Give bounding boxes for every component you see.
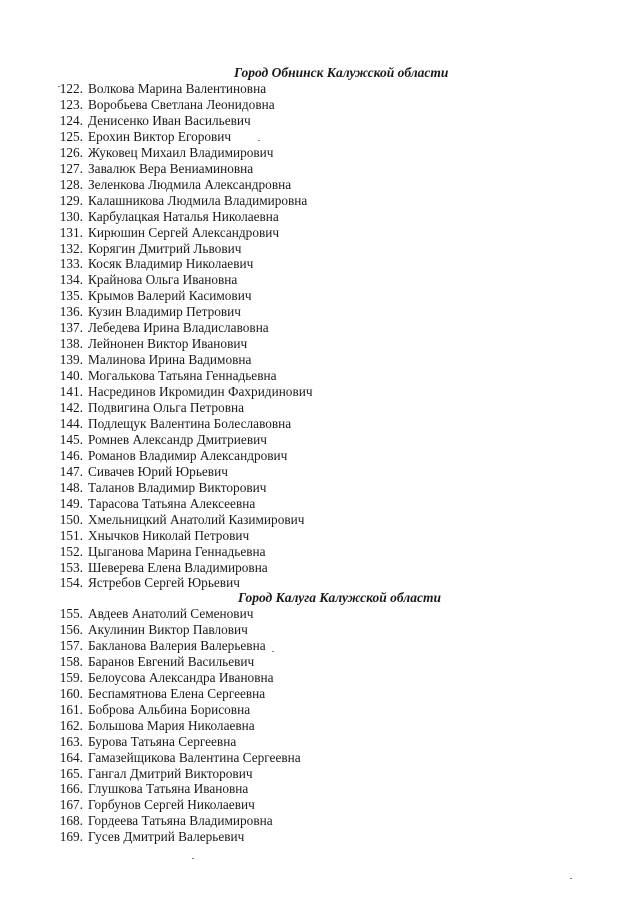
entry-name: Жуковец Михаил Владимирович <box>88 144 274 160</box>
list-item <box>0 638 266 654</box>
entry-number: 158. <box>59 653 83 669</box>
list-item <box>0 750 301 766</box>
list-item <box>0 416 291 432</box>
list-item <box>0 496 255 512</box>
entry-number: 165. <box>59 765 83 781</box>
entry-number: 133. <box>59 256 83 272</box>
list-item <box>0 829 244 845</box>
entry-name: Денисенко Иван Васильевич <box>88 112 251 128</box>
scan-speck <box>570 878 572 879</box>
entry-number: 146. <box>59 447 83 463</box>
list-item <box>0 193 307 209</box>
entry-name: Бурова Татьяна Сергеевна <box>88 733 237 749</box>
entry-number: 126. <box>59 144 83 160</box>
entry-number: 156. <box>59 621 83 637</box>
entry-number: 147. <box>59 463 83 479</box>
entry-number: 123. <box>59 96 83 112</box>
list-item <box>0 448 287 464</box>
list-item <box>0 384 313 400</box>
entry-name: Гордеева Татьяна Владимировна <box>88 813 273 829</box>
entry-number: 140. <box>59 368 83 384</box>
entry-name: Тарасова Татьяна Алексеевна <box>88 495 256 511</box>
entry-name: Косяк Владимир Николаевич <box>88 256 254 272</box>
entry-name: Баранов Евгений Васильевич <box>88 653 255 669</box>
list-item <box>0 177 291 193</box>
entry-number: 154. <box>59 575 83 591</box>
entry-name: Подлещук Валентина Болеславовна <box>88 415 292 431</box>
entry-name: Хмельницкий Анатолий Казимирович <box>88 511 305 527</box>
entry-number: 134. <box>59 272 83 288</box>
list-item <box>0 97 275 113</box>
list-item <box>0 512 304 528</box>
list-item <box>0 241 241 257</box>
entry-name: Лебедева Ирина Владиславовна <box>88 320 269 336</box>
list-item <box>0 161 253 177</box>
entry-name: Боброва Альбина Борисовна <box>88 701 251 717</box>
entry-number: 152. <box>59 543 83 559</box>
scan-speck <box>272 651 274 652</box>
scan-speck <box>58 86 60 87</box>
list-item <box>0 113 251 129</box>
entry-name: Бакланова Валерия Валерьевна <box>88 637 266 653</box>
entry-number: 128. <box>59 176 83 192</box>
entry-name: Карбулацкая Наталья Николаевна <box>88 208 279 224</box>
entry-number: 125. <box>59 128 83 144</box>
list-item <box>0 145 273 161</box>
entry-name: Горбунов Сергей Николаевич <box>88 797 255 813</box>
entry-name: Шеверева Елена Владимировна <box>88 559 268 575</box>
entry-number: 157. <box>59 637 83 653</box>
list-item <box>0 464 228 480</box>
list-item <box>0 670 274 686</box>
list-item <box>0 575 240 591</box>
entry-number: 164. <box>59 749 83 765</box>
entry-number: 150. <box>59 511 83 527</box>
entry-name: Ерохин Виктор Егорович <box>88 128 232 144</box>
entry-name: Глушкова Татьяна Ивановна <box>88 781 249 797</box>
entry-number: 162. <box>59 717 83 733</box>
section-title-obninsk: Город Обнинск Калужской области <box>234 65 449 80</box>
entry-number: 163. <box>59 733 83 749</box>
entry-number: 166. <box>59 781 83 797</box>
entry-number: 139. <box>59 352 83 368</box>
entry-name: Волкова Марина Валентиновна <box>88 81 267 96</box>
entry-number: 142. <box>59 400 83 415</box>
list-item <box>0 544 266 560</box>
entry-name: Акулинин Виктор Павлович <box>88 621 248 637</box>
entry-number: 148. <box>59 479 83 495</box>
entry-name: Гангал Дмитрий Викторович <box>88 765 253 781</box>
entry-number: 135. <box>59 288 83 304</box>
entry-name: Завалюк Вера Вениаминовна <box>88 160 254 176</box>
entry-number: 138. <box>59 336 83 352</box>
entry-number: 169. <box>59 829 83 845</box>
list-item <box>0 560 268 576</box>
list-item <box>0 702 250 718</box>
entry-name: Хнычков Николай Петрович <box>88 527 250 543</box>
entry-name: Могалькова Татьяна Геннадьевна <box>88 368 277 384</box>
list-item <box>0 336 247 352</box>
entry-name: Воробьева Светлана Леонидовна <box>88 96 275 112</box>
entry-number: 136. <box>59 304 83 320</box>
list-item <box>0 606 253 622</box>
list-item <box>0 528 249 544</box>
entry-number: 130. <box>59 208 83 224</box>
entry-number: 151. <box>59 527 83 543</box>
entry-number: 167. <box>59 797 83 813</box>
list-item <box>0 129 231 145</box>
list-item <box>0 81 266 97</box>
entry-number: 155. <box>59 606 83 621</box>
entry-number: 145. <box>59 431 83 447</box>
list-item <box>0 272 237 288</box>
entry-name: Ястребов Сергей Юрьевич <box>88 575 240 591</box>
list-item <box>0 781 248 797</box>
entry-number: 153. <box>59 559 83 575</box>
entry-name: Кирюшин Сергей Александрович <box>88 224 280 240</box>
list-item <box>0 686 265 702</box>
entry-name: Сивачев Юрий Юрьевич <box>88 463 228 479</box>
list-item <box>0 320 269 336</box>
list-item <box>0 766 253 782</box>
list-item <box>0 225 279 241</box>
entry-name: Корягин Дмитрий Львович <box>88 240 242 256</box>
entry-name: Кузин Владимир Петрович <box>88 304 241 320</box>
entry-name: Таланов Владимир Викторович <box>88 479 267 495</box>
list-item <box>0 622 248 638</box>
entry-name: Большова Мария Николаевна <box>88 717 255 733</box>
list-item <box>0 368 277 384</box>
entry-name: Цыганова Марина Геннадьевна <box>88 543 266 559</box>
list-item <box>0 734 236 750</box>
entry-number: 129. <box>59 192 83 208</box>
entry-number: 137. <box>59 320 83 336</box>
list-item <box>0 256 253 272</box>
list-item <box>0 797 255 813</box>
entry-number: 160. <box>59 685 83 701</box>
entry-name: Подвигина Ольга Петровна <box>88 400 244 415</box>
entry-name: Беспамятнова Елена Сергеевна <box>88 685 266 701</box>
entry-name: Крайнова Ольга Ивановна <box>88 272 238 288</box>
section-title-kaluga: Город Калуга Калужской области <box>238 590 441 605</box>
entry-name: Белоусова Александра Ивановна <box>88 669 274 685</box>
entry-name: Малинова Ирина Вадимовна <box>88 352 252 368</box>
entry-name: Авдеев Анатолий Семенович <box>88 606 254 621</box>
entry-number: 144. <box>59 415 83 431</box>
entry-number: 159. <box>59 669 83 685</box>
entry-number: 132. <box>59 240 83 256</box>
entry-number: 122. <box>59 81 83 96</box>
scan-speck <box>258 140 260 141</box>
scan-speck <box>192 858 194 859</box>
entry-number: 161. <box>59 701 83 717</box>
entry-name: Ромнев Александр Дмитриевич <box>88 431 267 447</box>
entry-name: Калашникова Людмила Владимировна <box>88 192 308 208</box>
list-item <box>0 654 254 670</box>
entry-name: Лейнонен Виктор Иванович <box>88 336 248 352</box>
list-item <box>0 718 255 734</box>
entry-name: Насрединов Икромидин Фахридинович <box>88 384 313 400</box>
list-item <box>0 352 251 368</box>
list-item <box>0 209 279 225</box>
list-item <box>0 813 273 829</box>
entry-number: 127. <box>59 160 83 176</box>
list-item <box>0 480 266 496</box>
entry-name: Зеленкова Людмила Александровна <box>88 176 292 192</box>
entry-number: 149. <box>59 495 83 511</box>
list-item <box>0 400 244 416</box>
entry-number: 131. <box>59 224 83 240</box>
entry-number: 168. <box>59 813 83 829</box>
list-item <box>0 288 252 304</box>
entry-name: Романов Владимир Александрович <box>88 447 288 463</box>
entry-number: 124. <box>59 112 83 128</box>
entry-number: 141. <box>59 384 83 400</box>
entry-name: Гамазейщикова Валентина Сергеевна <box>88 749 301 765</box>
entry-name: Крымов Валерий Касимович <box>88 288 252 304</box>
list-item <box>0 304 241 320</box>
list-item <box>0 432 267 448</box>
entry-name: Гусев Дмитрий Валерьевич <box>88 829 245 845</box>
